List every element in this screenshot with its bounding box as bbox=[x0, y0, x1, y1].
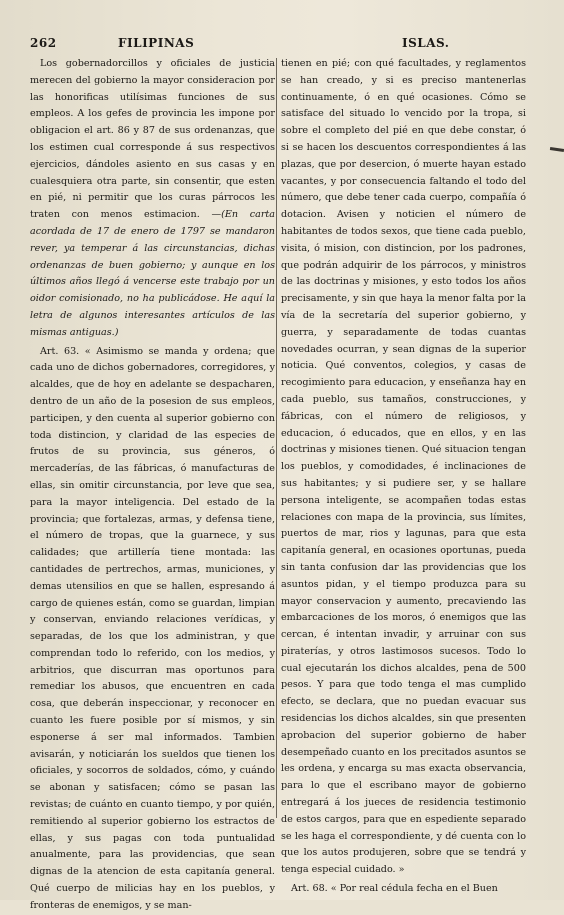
page-edge-mark bbox=[550, 147, 564, 152]
continued-paragraph: tienen en pié; con qué facultades, y reglamentos se han creado, y si es preciso mantenerlas continuamente, ó en qué ocasiones. Cómo se satisface del situado lo vencido por la tropa, si sobre el completo del pié en que debe constar, ó si se hacen los descuentos correspondientes á las plazas, que por desercion, ó muerte hayan estado vacantes, y por consecuencia faltando el todo del número, que debe tener cada cuerpo, compañía ó dotacion. Avisen y noticien el número de habitantes de todos sexos, que tiene cada pueblo, visita, ó mision, con distincion, por los padrones, que podrán adquirir de los párrocos, y ministros de las doctrinas y misiones, y esto todos los años precisamente, y sin que haya la menor falta por la vía de la secretaría del superior gobierno, y guerra, y separadamente de todas cuantas novedades ocurran, y sean dignas de la superior noticia. Qué conventos, colegios, y casas de recogimiento para educacion, y enseñanza hay en cada pueblo, sus tamaños, construcciones, y fábricas, con el número de religiosos, y educacion, ó educados, que en ellos, y en las doctrinas y misiones tienen. Qué situacion tengan los pueblos, y comodidades, é inclinaciones de sus habitantes; y si pudiere ser, y se hallare persona inteligente, se acompañen todas estas relaciones con mapa de la provincia, sus límites, puertos de mar, rios y lagunas, para que esta capitanía general, en ocasiones oportunas, pueda sin tanta confusion dar las providencias que los asuntos pidan, y el tiempo produzca para su mayor conservacion y aumento, precaviendo las embarcaciones de los moros, ó enemigos que las cercan, é intentan invadir, y arruinar con sus piraterías, y otros lastimosos sucesos. Todo lo cual ejecutarán los dichos alcaldes, pena de 500 pesos. Y para que todo tenga el mas cumplido efecto, se declara, que no puedan evacuar sus residencias los dichos alcaldes, sin que presenten aprobacion del superior gobierno de haber desempeñado cuanto en los precitados asuntos se les ordena, y encarga su mas exacta observancia, para lo que el escribano mayor de gobierno entregará á los jueces de residencia testimonio de estos cargos, para que en espediente separado se les haga el correspondiente, y dé cuenta con lo que los autos produjeren, sobre que se tendrá y tenga especial cuidado. » bbox=[281, 58, 526, 876]
paragraph-italic-note: (En carta acordada de 17 de enero de 1797 se mandaron rever, ya temperar á las circunstancias, dichas ordenanzas de buen gobierno; y aunque en los últimos años llegó á vencerse este trabajo por un oidor comisionado, no ha publicádose. He aquí la letra de algunos interesantes artículos de las mismas antiguas.) bbox=[30, 209, 276, 338]
header-title-left: FILIPINAS bbox=[118, 36, 195, 50]
paragraph-text: Los gobernadorcillos y oficiales de justicia merecen del gobierno la mayor consideracion por las honorificas utilísimas funciones de sus empleos. A los gefes de provincia les impone por obligacion el art. 86 y 87 de sus ordenanzas, que los estimen cual corresponde á sus respectivos ejercicios, dándoles asiento en sus casas y en cualesquiera otra parte, sin consentir, que esten en pié, ni permitir que los curas párrocos les traten con menos estimacion. — bbox=[30, 58, 275, 221]
column-divider bbox=[276, 58, 277, 818]
right-column bbox=[281, 56, 526, 895]
left-column bbox=[30, 56, 276, 911]
page-number: 262 bbox=[30, 36, 57, 50]
running-header bbox=[30, 36, 530, 56]
paragraph bbox=[30, 56, 275, 342]
header-title-right: ISLAS. bbox=[402, 36, 450, 50]
article-63-paragraph: Art. 63. « Asimismo se manda y ordena; que cada uno de dichos gobernadores, corregidores, y alcaldes, que de hoy en adelante se despacharen, dentro de un año de la posesion de sus empleos, participen, y den cuenta al superior gobierno con toda distincion, y claridad de las especies de frutos de su provincia, sus géneros, ó mercaderías, de las fábricas, ó manufacturas de ellas, sin omitir circunstancia, por leve que sea, para la mayor inteligencia. Del estado de la provincia; que fortalezas, armas, y defensa tiene, el número de tropas, que la guarnece, y sus calidades; que artillería tiene montada: las cantidades de pertrechos, armas, municiones, y demas utensilios en que se hallen, espresando á cargo de quienes están, como se guardan, limpian y conservan, enviando relaciones verídicas, y separadas, de los que los administran, y que comprendan todo lo referido, con los medios, y arbitrios, que discurran mas oportunos para remediar los abusos, que encuentren en cada cosa, que deberán inspeccionar, y reconocer en cuanto les fuere posible por sí mismos, y sin esponerse á ser mal informados. Tambien avisarán, y noticiarán los sueldos que tienen los oficiales, y socorros de soldados, cómo, y cuándo se abonan y satisfacen; cómo se pasan las revistas; de cuánto en cuanto tiempo, y por quién, remitiendo al superior gobierno los estractos de ellas, y sus pagas con toda puntualidad anualmente, para las providencias, que sean dignas de la atencion de esta capitanía general. Qué cuerpo de milicias hay en los pueblos, y fronteras de enemigos, y se man- bbox=[30, 345, 275, 911]
article-68-paragraph: Art. 68. « Por real cédula fecha en el Buen bbox=[291, 883, 498, 895]
